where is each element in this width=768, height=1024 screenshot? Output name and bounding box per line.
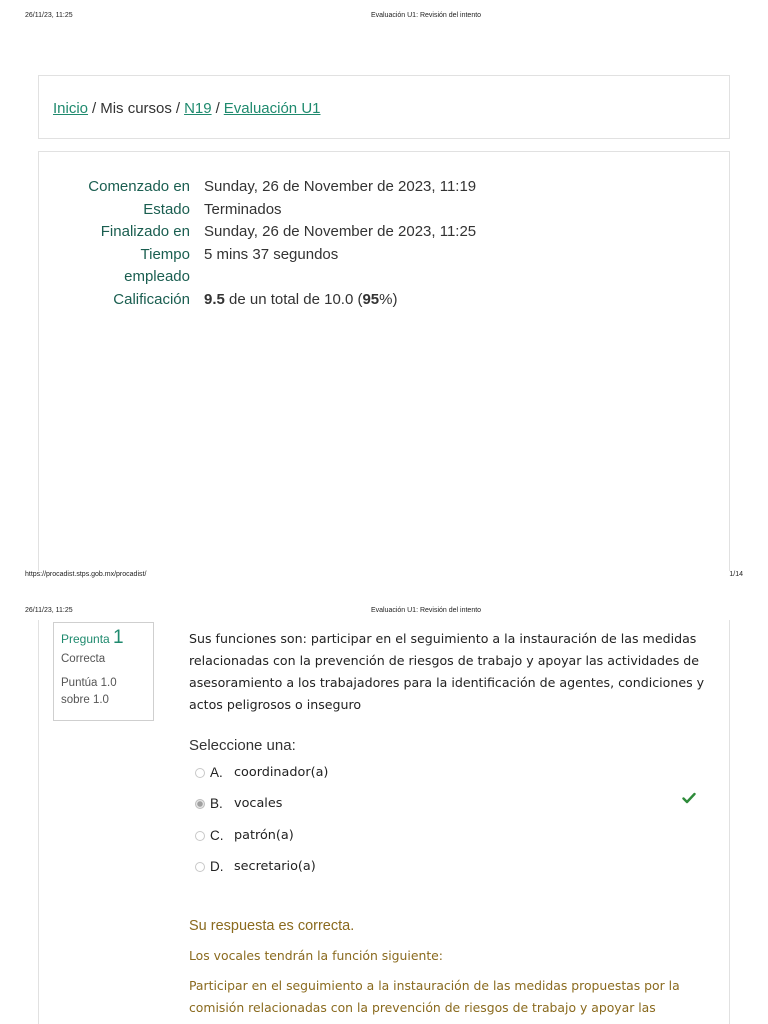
option-text: vocales [234, 796, 283, 811]
option-text: secretario(a) [234, 859, 316, 874]
radio-button-selected[interactable] [195, 799, 205, 809]
option-letter: B. [210, 796, 223, 811]
print-footer [0, 571, 768, 583]
finished-value: Sunday, 26 de November de 2023, 11:25 [204, 223, 477, 240]
check-icon [682, 792, 696, 804]
option-text: patrón(a) [234, 828, 294, 843]
question-info-box [53, 622, 154, 721]
question-number-value: 1 [113, 627, 124, 648]
question-label: Pregunta [61, 632, 110, 646]
print-url: https://procadist.stps.gob.mx/procadist/ [25, 571, 147, 578]
radio-button[interactable] [195, 768, 205, 778]
summary-row-grade [39, 289, 731, 312]
summary-row-started [39, 176, 731, 199]
feedback-text: Participar en el seguimiento a la instauración de las medidas propuestas por la comisión relacionadas con la prevención de riesgos de trabajo y apoyar las [189, 978, 680, 1015]
radio-button[interactable] [195, 862, 205, 872]
breadcrumb-mis-cursos: Mis cursos [100, 100, 172, 117]
grade-value [204, 289, 398, 312]
grade-score: 9.5 [204, 290, 225, 308]
summary-row-finished [39, 221, 731, 244]
summary-row-time [39, 244, 731, 289]
option-letter: A. [210, 765, 223, 780]
summary-row-state [39, 199, 731, 222]
question-state: Correcta [61, 653, 106, 665]
print-title: Evaluación U1: Revisión del intento [370, 607, 482, 614]
started-label: Comenzado en [88, 178, 190, 195]
option-text: coordinador(a) [234, 765, 329, 780]
breadcrumb-separator: / [92, 100, 97, 117]
attempt-summary-card [38, 151, 730, 571]
breadcrumb [53, 100, 321, 117]
question-number [61, 627, 146, 650]
grade-label: Calificación [113, 290, 190, 308]
print-page-number: 1/14 [729, 571, 743, 578]
question-mark: Puntúa 1.0 sobre 1.0 [61, 677, 117, 706]
time-value: 5 mins 37 segundos [204, 245, 339, 263]
feedback-intro: Los vocales tendrán la función siguiente: [189, 948, 443, 963]
state-label: Estado [143, 200, 190, 218]
breadcrumb-inicio-link[interactable]: Inicio [53, 100, 89, 117]
breadcrumb-n19-link[interactable]: N19 [184, 100, 212, 117]
time-label: Tiempo empleado [124, 245, 190, 285]
question-text: Sus funciones son: participar en el seguimiento a la instauración de las medidas relacionadas con la prevención de riesgos de trabajo y apoyar las actividades de asesoramiento a los trabajadores para la identificación de agentes, condiciones y actos peligrosos o inseguro [189, 631, 705, 712]
answer-prompt: Seleccione una: [189, 737, 296, 754]
print-header [0, 12, 768, 24]
print-title: Evaluación U1: Revisión del intento [370, 12, 482, 19]
attempt-summary-table [39, 176, 731, 311]
started-value: Sunday, 26 de November de 2023, 11:19 [204, 178, 477, 195]
breadcrumb-card [38, 75, 730, 139]
option-letter: C. [210, 828, 224, 843]
breadcrumb-evaluacion-link[interactable]: Evaluación U1 [223, 100, 321, 117]
radio-button[interactable] [195, 831, 205, 841]
grade-end: %) [379, 290, 398, 308]
option-letter: D. [210, 859, 224, 874]
breadcrumb-separator: / [175, 100, 181, 117]
feedback-status: Su respuesta es correcta. [189, 918, 355, 934]
print-header-page-2 [0, 607, 768, 619]
state-value: Terminados [204, 200, 282, 218]
grade-percent: 95 [362, 290, 380, 308]
finished-label: Finalizado en [100, 223, 190, 240]
grade-mid: de un total de 10.0 ( [224, 290, 363, 308]
print-date: 26/11/23, 11:25 [25, 12, 73, 19]
breadcrumb-separator: / [215, 100, 220, 117]
print-date: 26/11/23, 11:25 [25, 607, 73, 614]
